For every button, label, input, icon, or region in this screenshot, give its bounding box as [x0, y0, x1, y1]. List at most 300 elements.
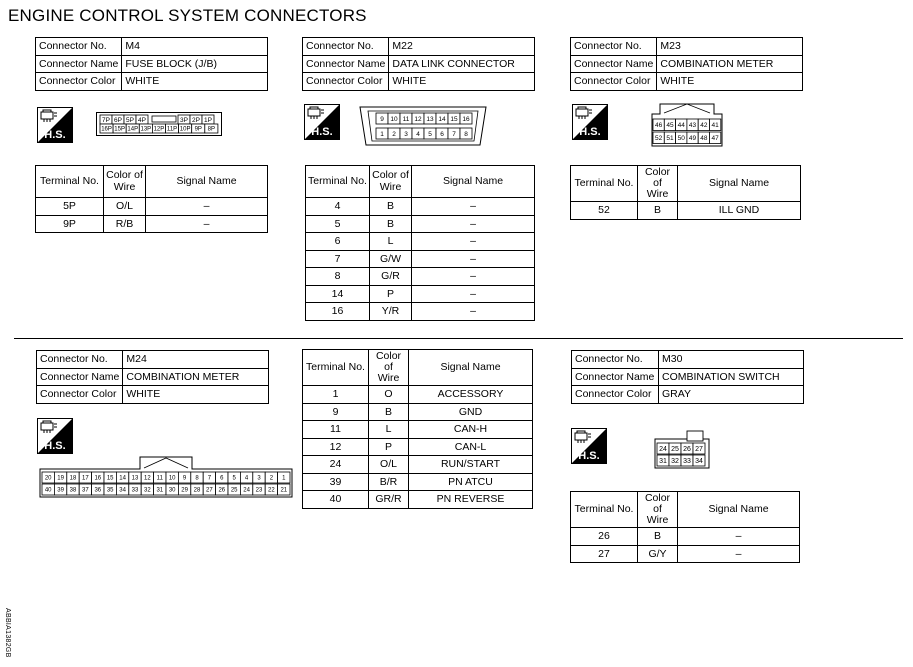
pin-label: 26: [218, 487, 226, 494]
pin-cell: [216, 472, 228, 483]
pin-label: 30: [168, 487, 176, 494]
pin-label: 7P: [102, 116, 110, 124]
label-connector-no: Connector No.: [36, 38, 122, 56]
pin-cell: [460, 113, 472, 124]
wire-color-cell: B/R: [369, 473, 409, 491]
pin-cell: [669, 443, 681, 454]
pin-cell: [228, 472, 240, 483]
connector-no-value: M4: [122, 38, 268, 56]
hs-harness-side-icon: [572, 104, 608, 140]
table-row: [306, 268, 535, 286]
pin-label: 38: [69, 487, 77, 494]
pin-label: 24: [659, 446, 667, 454]
terminal-no-cell: 5: [306, 215, 370, 233]
terminal-table-m24: [302, 349, 533, 509]
header-terminal-no: Terminal No.: [36, 166, 104, 198]
figure-code: ABBIA1382GB: [4, 608, 11, 658]
pin-cell: [92, 472, 104, 483]
pin-label: 17: [82, 475, 89, 482]
pin-cell: [152, 124, 165, 133]
pin-cell: [681, 455, 693, 466]
pin-cell: [166, 484, 178, 495]
signal-name-cell: –: [412, 250, 535, 268]
pin-label: 11P: [166, 126, 178, 133]
pin-label: 34: [119, 487, 126, 494]
pin-label: 15: [106, 475, 114, 482]
pin-cell: [191, 484, 203, 495]
header-signal-name: Signal Name: [678, 492, 800, 528]
terminal-no-cell: 16: [306, 303, 370, 321]
wire-color-cell: B: [370, 215, 412, 233]
connector-face-m22: [358, 105, 488, 147]
pin-cell: [154, 472, 166, 483]
pin-cell: [388, 128, 400, 139]
pin-label: 25: [230, 487, 238, 494]
header-terminal-no: Terminal No.: [571, 166, 638, 202]
table-row: [303, 421, 533, 439]
pin-label: 50: [677, 135, 685, 143]
pin-cell: [205, 124, 218, 133]
pin-label: 7: [207, 475, 212, 482]
pin-cell: [400, 113, 412, 124]
pin-label: 31: [156, 487, 164, 494]
lock-tab: [687, 431, 703, 441]
pin-label: 44: [677, 122, 685, 130]
table-row: [303, 438, 533, 456]
pin-label: 49: [688, 135, 697, 143]
wire-color-cell: L: [370, 233, 412, 251]
pin-label: 14: [438, 115, 446, 123]
label-connector-name: Connector Name: [36, 55, 122, 73]
connector-info-m22: [302, 37, 535, 91]
signal-name-cell: –: [412, 198, 535, 216]
pin-cell: [448, 128, 460, 139]
signal-name-cell: –: [146, 198, 268, 216]
pin-cell: [154, 484, 166, 495]
pin-label: 20: [44, 475, 52, 482]
signal-name-cell: GND: [409, 403, 533, 421]
pin-label: 4: [244, 475, 249, 482]
pin-label: 51: [666, 135, 674, 143]
label-connector-no: Connector No.: [572, 351, 659, 369]
pin-label: 25: [671, 446, 679, 454]
pin-label: 14: [119, 475, 126, 482]
connector-no-value: M30: [659, 351, 804, 369]
pin-label: 33: [683, 458, 691, 466]
terminal-no-cell: 9P: [36, 215, 104, 233]
header-terminal-no: Terminal No.: [571, 492, 638, 528]
header-color-of-wire: Color of Wire: [104, 166, 146, 198]
pin-cell: [412, 128, 424, 139]
hs-label: H.S.: [44, 129, 66, 141]
pin-cell: [190, 115, 202, 124]
pin-cell: [192, 124, 205, 133]
pin-label: 19: [57, 475, 64, 482]
pin-label: 43: [688, 122, 697, 130]
pin-label: 5: [232, 475, 236, 482]
terminal-no-cell: 52: [571, 202, 638, 220]
terminal-no-cell: 26: [571, 528, 638, 546]
pin-label: 12: [144, 475, 151, 482]
pin-cell: [710, 132, 721, 144]
pin-cell: [460, 128, 472, 139]
pin-cell: [240, 484, 252, 495]
terminal-no-cell: 6: [306, 233, 370, 251]
pin-label: 13: [426, 115, 434, 123]
hs-label: H.S.: [44, 440, 66, 452]
connector-color-value: WHITE: [122, 73, 268, 91]
pin-cell: [179, 124, 192, 133]
pin-label: 47: [711, 135, 719, 143]
pin-label: 11: [402, 115, 410, 123]
pin-label: 5P: [126, 116, 134, 124]
pin-cell: [203, 472, 215, 483]
signal-name-cell: PN REVERSE: [409, 491, 533, 509]
pin-cell: [141, 484, 153, 495]
terminal-no-cell: 14: [306, 285, 370, 303]
pin-label: 37: [82, 487, 89, 494]
pin-cell: [42, 472, 54, 483]
pin-label: 15: [450, 115, 458, 123]
connector-no-value: M22: [389, 38, 535, 56]
pin-label: 8: [464, 130, 468, 138]
pin-cell: [178, 115, 190, 124]
signal-name-cell: CAN-L: [409, 438, 533, 456]
pin-label: 42: [700, 122, 708, 130]
signal-name-cell: –: [412, 215, 535, 233]
wire-color-cell: G/W: [370, 250, 412, 268]
table-row: [306, 285, 535, 303]
pin-label: 4: [416, 130, 420, 138]
pin-cell: [178, 484, 190, 495]
pin-label: 5: [428, 130, 432, 138]
connector-color-value: WHITE: [657, 73, 803, 91]
connector-no-value: M23: [657, 38, 803, 56]
hs-harness-side-icon: [304, 104, 340, 140]
pin-cell: [166, 472, 178, 483]
pin-label: 6P: [114, 116, 122, 124]
pin-label: 29: [181, 487, 188, 494]
pin-label: 2P: [192, 116, 200, 124]
pin-cell: [116, 484, 128, 495]
pin-label: 7: [452, 130, 456, 138]
pin-label: 1: [282, 475, 286, 482]
pin-label: 4P: [138, 116, 146, 124]
pin-label: 26: [683, 446, 691, 454]
hs-label: H.S.: [578, 450, 600, 462]
pin-label: 31: [659, 458, 667, 466]
section-divider: [14, 338, 903, 339]
pin-label: 27: [695, 446, 703, 454]
connector-name-value: COMBINATION METER: [657, 55, 803, 73]
signal-name-cell: –: [146, 215, 268, 233]
pin-label: 18: [69, 475, 77, 482]
header-signal-name: Signal Name: [409, 350, 533, 386]
key-slot: [152, 116, 176, 122]
pin-cell: [657, 443, 669, 454]
signal-name-cell: –: [678, 545, 800, 563]
pin-label: 12P: [153, 126, 165, 133]
pin-cell: [141, 472, 153, 483]
pin-cell: [240, 472, 252, 483]
terminal-no-cell: 4: [306, 198, 370, 216]
pin-label: 41: [711, 122, 719, 130]
wire-color-cell: O: [369, 386, 409, 404]
terminal-no-cell: 9: [303, 403, 369, 421]
pin-cell: [100, 115, 112, 124]
wire-color-cell: Y/R: [370, 303, 412, 321]
pin-label: 22: [268, 487, 275, 494]
pin-cell: [436, 128, 448, 139]
header-terminal-no: Terminal No.: [303, 350, 369, 386]
connector-face-m23: [648, 100, 728, 148]
wire-color-cell: B: [638, 528, 678, 546]
pin-label: 13: [131, 475, 139, 482]
pin-cell: [376, 113, 388, 124]
table-row: [571, 545, 800, 563]
label-connector-no: Connector No.: [37, 351, 123, 369]
pin-label: 10: [390, 115, 398, 123]
pin-cell: [126, 124, 139, 133]
table-row: [36, 198, 268, 216]
wire-color-cell: R/B: [104, 215, 146, 233]
connector-face-m4: [96, 112, 222, 136]
terminal-no-cell: 7: [306, 250, 370, 268]
pin-label: 2: [269, 475, 274, 482]
table-row: [303, 491, 533, 509]
pin-label: 1P: [204, 116, 212, 124]
table-row: [306, 233, 535, 251]
pin-label: 24: [243, 487, 250, 494]
pin-cell: [112, 115, 124, 124]
signal-name-cell: –: [412, 268, 535, 286]
pin-label: 21: [280, 487, 288, 494]
pin-cell: [79, 484, 91, 495]
pin-cell: [693, 443, 705, 454]
pin-label: 46: [655, 122, 663, 130]
page-title: ENGINE CONTROL SYSTEM CONNECTORS: [8, 6, 367, 25]
pin-cell: [693, 455, 705, 466]
connector-info-m24: [36, 350, 269, 404]
header-color-of-wire: Color of Wire: [638, 166, 678, 202]
label-connector-color: Connector Color: [303, 73, 389, 91]
label-connector-name: Connector Name: [571, 55, 657, 73]
pin-cell: [698, 132, 709, 144]
connector-name-value: FUSE BLOCK (J/B): [122, 55, 268, 73]
pin-label: 6: [220, 475, 224, 482]
signal-name-cell: –: [678, 528, 800, 546]
pin-label: 3: [404, 130, 408, 138]
wire-color-cell: L: [369, 421, 409, 439]
signal-name-cell: –: [412, 233, 535, 251]
connector-name-value: DATA LINK CONNECTOR: [389, 55, 535, 73]
pin-label: 23: [255, 487, 263, 494]
label-connector-no: Connector No.: [303, 38, 389, 56]
header-color-of-wire: Color of Wire: [369, 350, 409, 386]
pin-cell: [129, 484, 141, 495]
label-connector-color: Connector Color: [572, 386, 659, 404]
pin-cell: [424, 113, 436, 124]
pin-label: 8: [195, 475, 199, 482]
pin-cell: [178, 472, 190, 483]
table-row: [303, 386, 533, 404]
signal-name-cell: CAN-H: [409, 421, 533, 439]
pin-label: 27: [206, 487, 213, 494]
table-row: [306, 303, 535, 321]
wire-color-cell: G/R: [370, 268, 412, 286]
pin-cell: [710, 119, 721, 131]
signal-name-cell: ACCESSORY: [409, 386, 533, 404]
pin-cell: [54, 472, 66, 483]
connector-info-m30: [571, 350, 804, 404]
hs-label: H.S.: [311, 126, 333, 138]
label-connector-name: Connector Name: [572, 368, 659, 386]
pin-cell: [653, 119, 664, 131]
pin-cell: [278, 472, 290, 483]
pin-cell: [687, 119, 698, 131]
pin-cell: [54, 484, 66, 495]
pin-cell: [376, 128, 388, 139]
wire-color-cell: O/L: [369, 456, 409, 474]
header-signal-name: Signal Name: [678, 166, 801, 202]
pin-cell: [191, 472, 203, 483]
label-connector-color: Connector Color: [37, 386, 123, 404]
pin-cell: [100, 124, 113, 133]
pin-cell: [202, 115, 214, 124]
pin-cell: [92, 484, 104, 495]
connector-color-value: WHITE: [389, 73, 535, 91]
pin-label: 52: [655, 135, 663, 143]
table-row: [36, 215, 268, 233]
connector-color-value: GRAY: [659, 386, 804, 404]
pin-cell: [681, 443, 693, 454]
header-color-of-wire: Color of Wire: [370, 166, 412, 198]
terminal-no-cell: 8: [306, 268, 370, 286]
terminal-no-cell: 11: [303, 421, 369, 439]
pin-cell: [253, 484, 265, 495]
pin-cell: [203, 484, 215, 495]
pin-cell: [116, 472, 128, 483]
pin-cell: [67, 472, 79, 483]
pin-label: 14P: [127, 126, 139, 133]
table-row: [303, 473, 533, 491]
pin-cell: [113, 124, 126, 133]
pin-label: 36: [94, 487, 102, 494]
hs-harness-side-icon: [37, 418, 73, 454]
pin-label: 16: [94, 475, 102, 482]
signal-name-cell: PN ATCU: [409, 473, 533, 491]
terminal-table-m23: [570, 165, 801, 220]
header-signal-name: Signal Name: [412, 166, 535, 198]
terminal-no-cell: 39: [303, 473, 369, 491]
hs-harness-side-icon: [37, 107, 73, 143]
pin-label: 33: [131, 487, 139, 494]
signal-name-cell: –: [412, 303, 535, 321]
pin-label: 32: [144, 487, 151, 494]
label-connector-no: Connector No.: [571, 38, 657, 56]
pin-cell: [166, 124, 179, 133]
pin-cell: [388, 113, 400, 124]
header-color-of-wire: Color of Wire: [638, 492, 678, 528]
table-row: [306, 250, 535, 268]
pin-label: 9P: [194, 126, 202, 133]
pin-label: 6: [440, 130, 444, 138]
label-connector-color: Connector Color: [36, 73, 122, 91]
table-row: [306, 215, 535, 233]
pin-label: 9: [380, 115, 384, 123]
pin-label: 13P: [140, 126, 152, 133]
pin-label: 16: [462, 115, 470, 123]
wire-color-cell: B: [638, 202, 678, 220]
pin-cell: [448, 113, 460, 124]
pin-label: 39: [57, 487, 64, 494]
connector-info-m4: [35, 37, 268, 91]
pin-cell: [216, 484, 228, 495]
pin-label: 10: [168, 475, 176, 482]
header-terminal-no: Terminal No.: [306, 166, 370, 198]
connector-name-value: COMBINATION METER: [123, 368, 269, 386]
pin-cell: [664, 119, 675, 131]
table-row: [571, 528, 800, 546]
pin-label: 28: [193, 487, 201, 494]
pin-cell: [676, 132, 687, 144]
pin-cell: [436, 113, 448, 124]
pin-label: 1: [380, 130, 384, 138]
terminal-table-m30: [570, 491, 800, 563]
pin-cell: [400, 128, 412, 139]
pin-cell: [124, 115, 136, 124]
terminal-no-cell: 12: [303, 438, 369, 456]
terminal-no-cell: 24: [303, 456, 369, 474]
connector-face-m30: [654, 429, 710, 469]
pin-cell: [653, 132, 664, 144]
pin-label: 48: [700, 135, 708, 143]
pin-cell: [278, 484, 290, 495]
wire-color-cell: P: [370, 285, 412, 303]
pin-label: 11: [156, 475, 163, 482]
pin-label: 10P: [179, 126, 191, 133]
connector-color-value: WHITE: [123, 386, 269, 404]
label-connector-name: Connector Name: [37, 368, 123, 386]
pin-cell: [129, 472, 141, 483]
pin-cell: [104, 472, 116, 483]
signal-name-cell: RUN/START: [409, 456, 533, 474]
terminal-no-cell: 1: [303, 386, 369, 404]
pin-cell: [253, 472, 265, 483]
pin-cell: [104, 484, 116, 495]
pin-label: 40: [44, 487, 52, 494]
pin-cell: [424, 128, 436, 139]
pin-cell: [687, 132, 698, 144]
pin-label: 3P: [180, 116, 188, 124]
wire-color-cell: B: [369, 403, 409, 421]
pin-cell: [664, 132, 675, 144]
pin-label: 15P: [114, 126, 125, 133]
wire-color-cell: P: [369, 438, 409, 456]
pin-cell: [669, 455, 681, 466]
terminal-table-m4: [35, 165, 268, 233]
pin-label: 32: [671, 458, 679, 466]
pin-cell: [136, 115, 148, 124]
pin-label: 45: [666, 122, 674, 130]
pin-label: 16P: [101, 126, 112, 133]
wire-color-cell: GR/R: [369, 491, 409, 509]
pin-label: 9: [182, 475, 187, 482]
signal-name-cell: ILL GND: [678, 202, 801, 220]
table-row: [303, 403, 533, 421]
terminal-no-cell: 27: [571, 545, 638, 563]
wire-color-cell: O/L: [104, 198, 146, 216]
